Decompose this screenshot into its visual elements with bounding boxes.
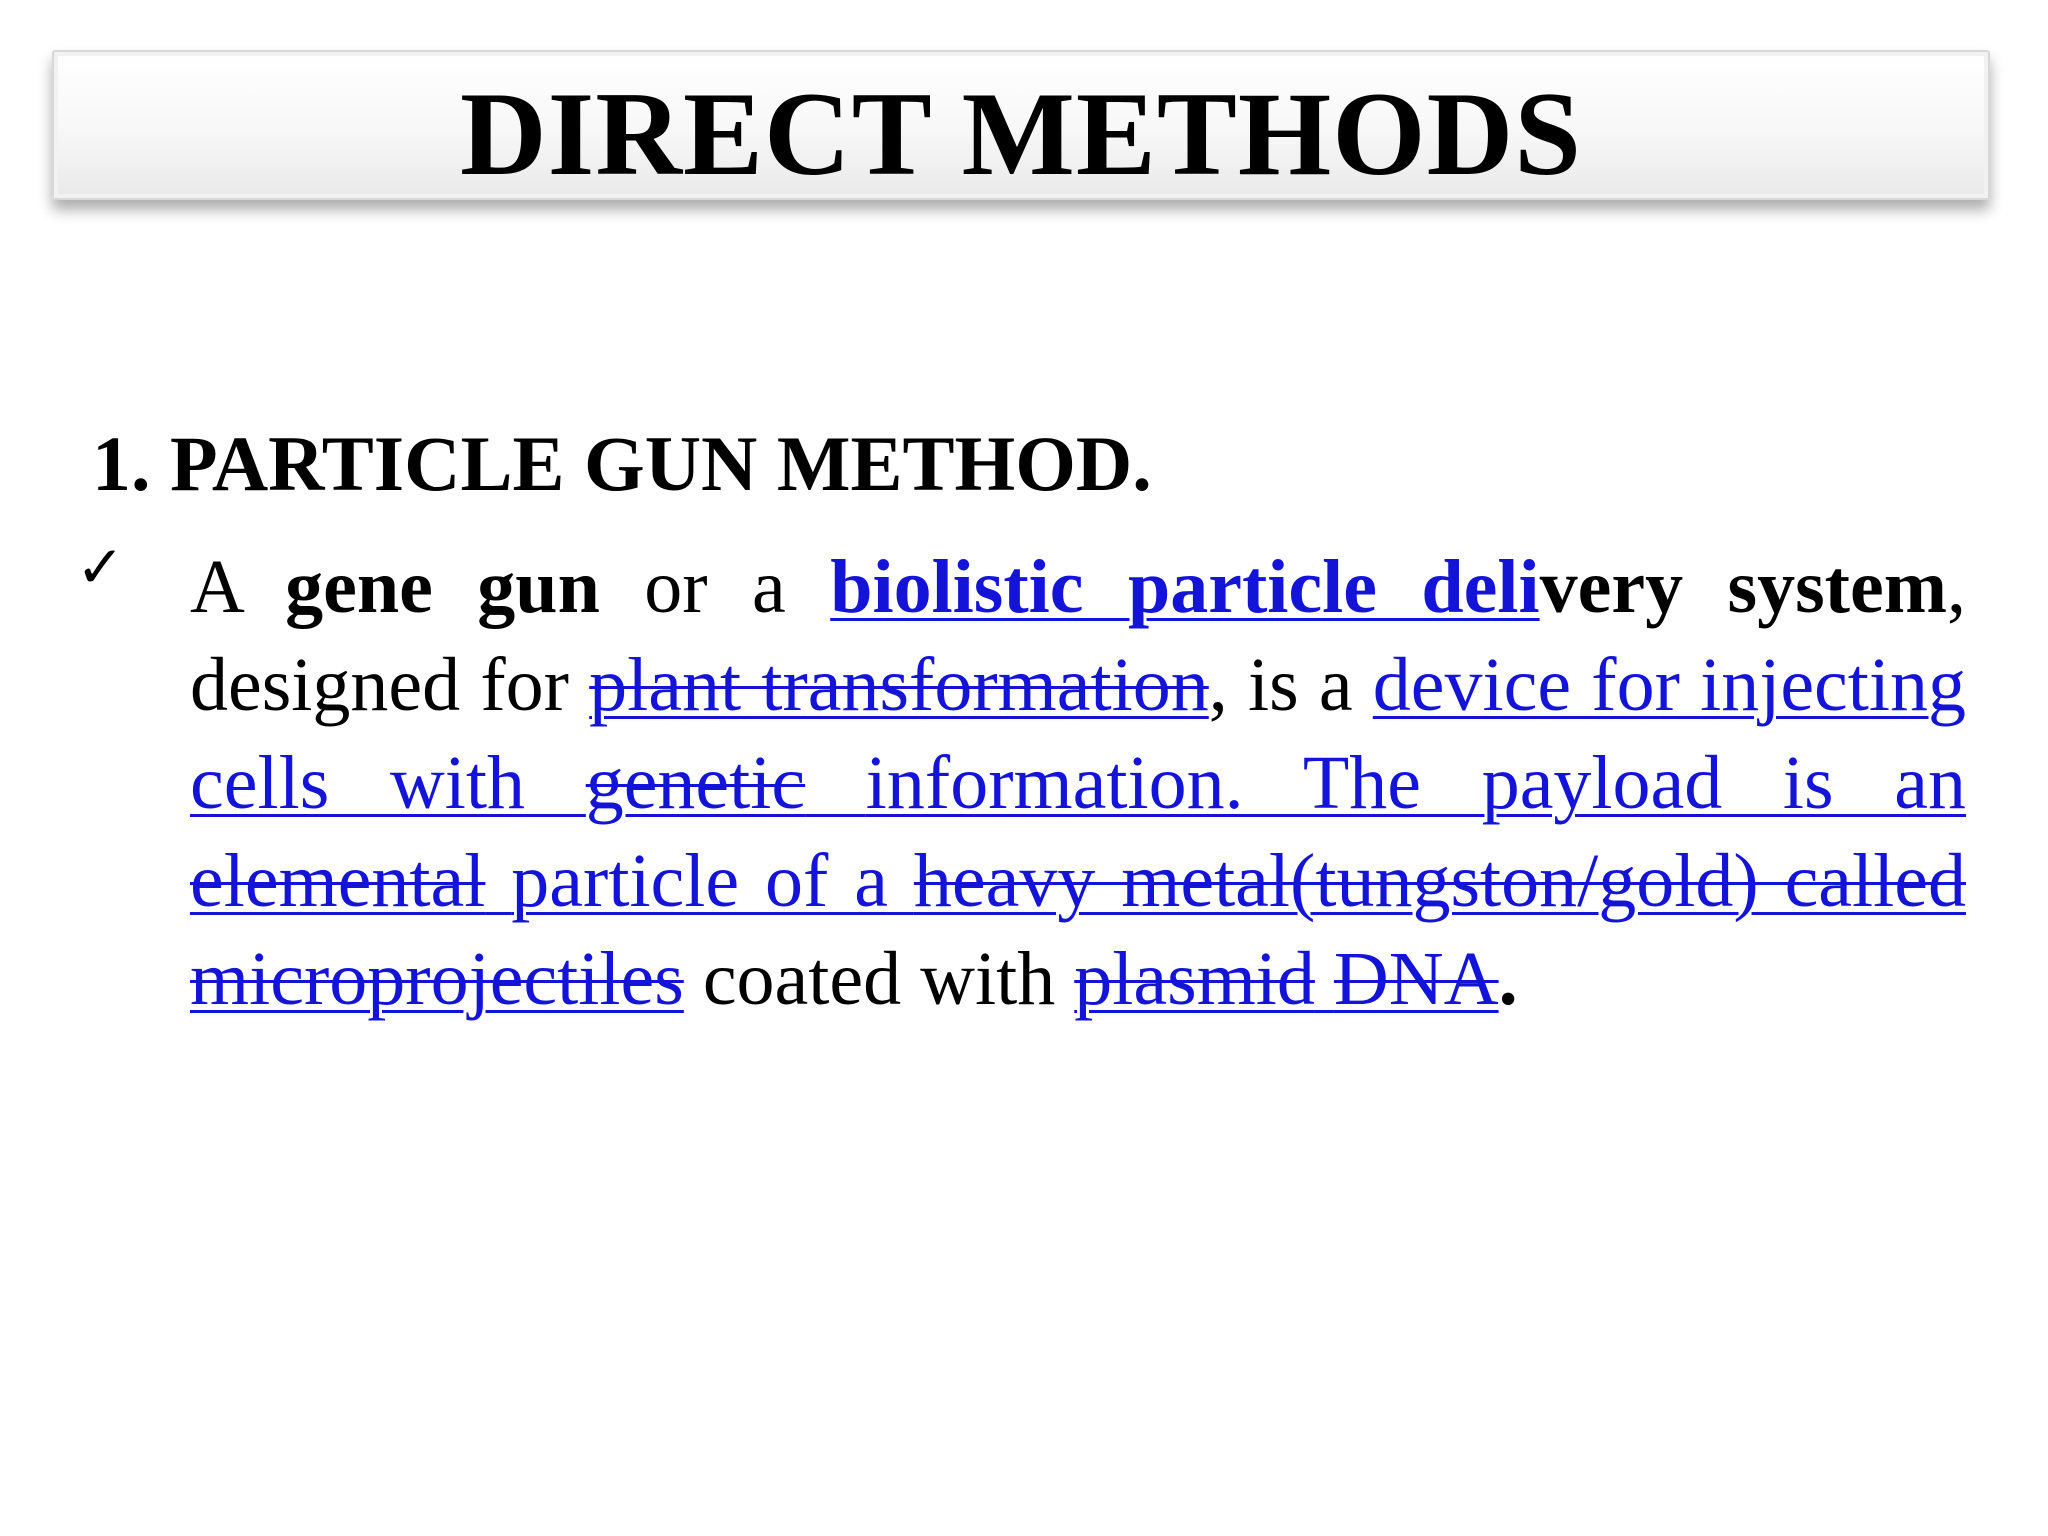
text-run: A	[190, 545, 241, 629]
term-gene-gun: gene gun	[285, 545, 600, 629]
text-run: coated with	[702, 937, 1056, 1021]
link-information-payload[interactable]: information. The payload is an	[865, 741, 1967, 825]
period: .	[1498, 937, 1518, 1021]
link-plasmid[interactable]: plasmid	[1074, 937, 1315, 1021]
slide-title: DIRECT METHODS	[459, 67, 1582, 200]
text-run: , is a	[1208, 643, 1353, 727]
link-dna[interactable]: DNA	[1333, 937, 1499, 1021]
section-heading: 1. PARTICLE GUN METHOD.	[92, 420, 1152, 507]
title-banner	[52, 50, 1990, 200]
link-genetic[interactable]: genetic	[585, 741, 806, 825]
bullet-paragraph	[190, 538, 1966, 1028]
link-elemental[interactable]: elemental	[190, 839, 486, 923]
text-run: or a	[644, 545, 786, 629]
check-mark-icon: ✓	[76, 533, 125, 601]
text-run: , designed for	[190, 545, 1967, 727]
link-plant-transformation[interactable]: plant transformation	[589, 643, 1209, 727]
link-particle-of-a[interactable]: particle of a	[511, 839, 888, 923]
link-biolistic-particle-delivery[interactable]: biolistic particle deli	[830, 545, 1540, 629]
link-device-for-injecting[interactable]: device for injecting cells with	[190, 643, 1967, 825]
link-heavy-metal[interactable]: heavy metal(tungston/gold) called microprojectiles	[190, 839, 1966, 1021]
term-delivery-system: very system	[1539, 545, 1948, 629]
